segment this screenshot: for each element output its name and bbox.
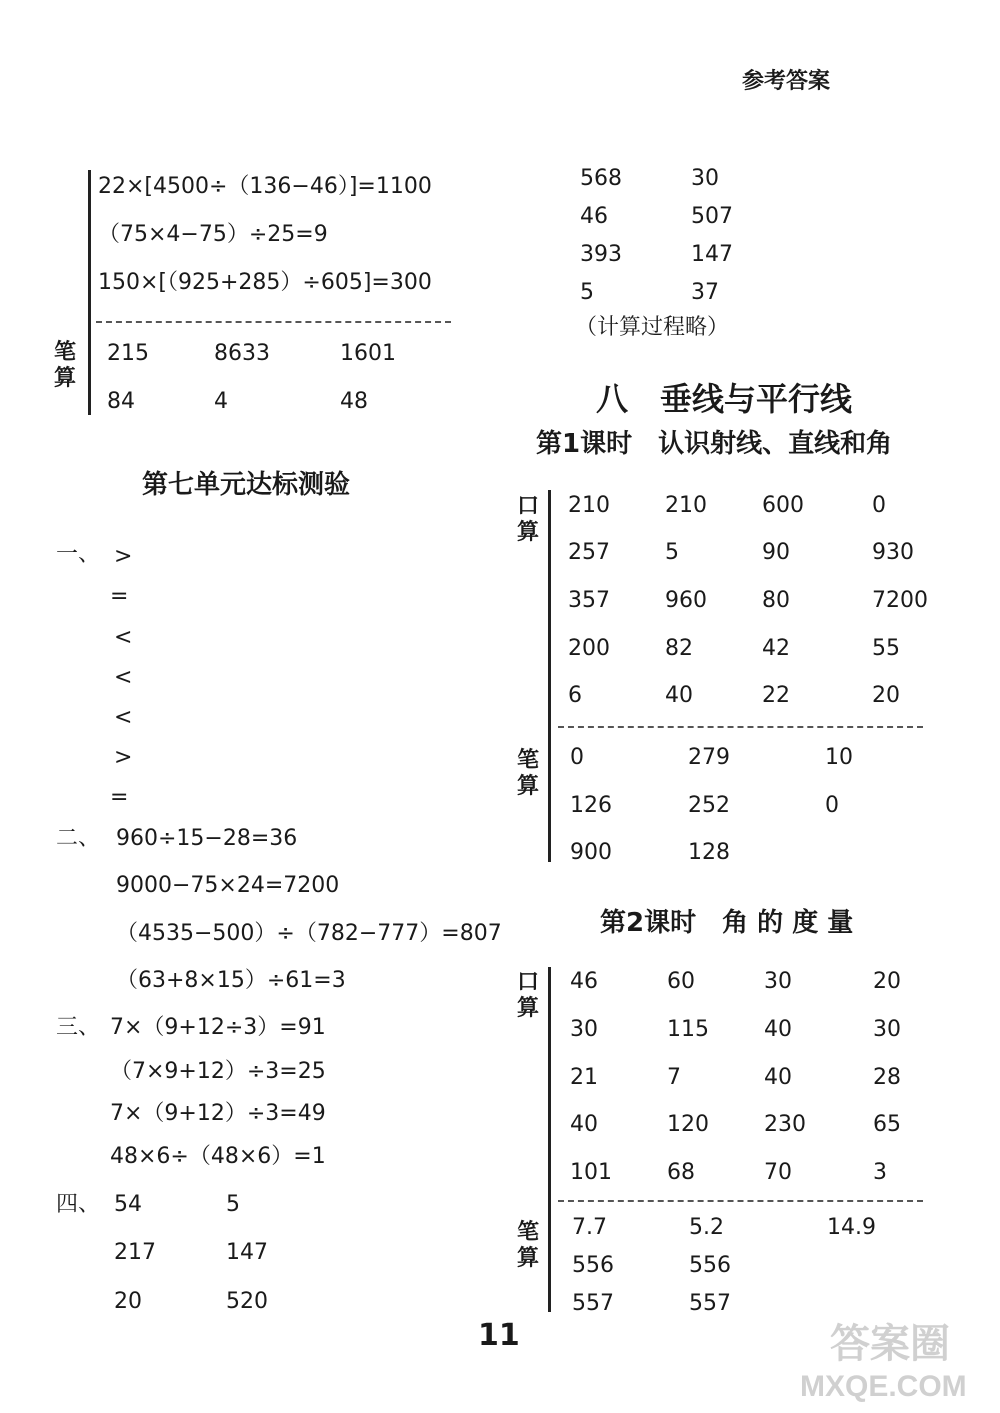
l1-kousuan-char-2: 算 — [516, 520, 539, 545]
top-right-cell: 5 — [580, 280, 594, 305]
l2-bisuan-label — [515, 1220, 541, 1272]
q2-item: 960÷15−28=36 — [116, 826, 298, 851]
calc-omitted-note: （计算过程略） — [575, 315, 730, 340]
q1-item: < — [114, 625, 133, 650]
q1-item: < — [114, 665, 133, 690]
top-right-cell: 393 — [580, 242, 622, 267]
l1-kousuan-cell: 210 — [568, 493, 610, 518]
l1-kousuan-cell: 80 — [762, 588, 790, 613]
q2-item: （4535−500）÷（782−777）=807 — [116, 921, 502, 946]
q3-marker: 三、 — [56, 1015, 101, 1040]
q4-cell: 217 — [114, 1240, 156, 1265]
l1-kousuan-cell: 0 — [872, 493, 886, 518]
l2-bisuan-cell: 556 — [689, 1253, 731, 1278]
l1-kousuan-cell: 5 — [665, 540, 679, 565]
l1-kousuan-cell: 22 — [762, 683, 790, 708]
l1-kousuan-cell: 600 — [762, 493, 804, 518]
left-divider — [96, 321, 451, 323]
left-bisuan-cell: 215 — [107, 341, 149, 366]
left-bisuan-cell: 1601 — [340, 341, 396, 366]
q1-item: = — [110, 785, 129, 810]
q3-item: （7×9+12）÷3=25 — [110, 1059, 326, 1084]
l2-kousuan-cell: 60 — [667, 969, 695, 994]
l2-kousuan-cell: 115 — [667, 1017, 709, 1042]
l1-kousuan-cell: 960 — [665, 588, 707, 613]
q4-cell: 520 — [226, 1289, 268, 1314]
l2-bisuan-cell: 557 — [572, 1291, 614, 1316]
top-right-cell: 37 — [691, 280, 719, 305]
l1-kousuan-cell: 6 — [568, 683, 582, 708]
calc-line-1: 22×[4500÷（136−46）]=1100 — [98, 174, 432, 199]
l2-kousuan-cell: 120 — [667, 1112, 709, 1137]
l2-kousuan-cell: 30 — [873, 1017, 901, 1042]
l1-kousuan-cell: 930 — [872, 540, 914, 565]
l2-kousuan-cell: 68 — [667, 1160, 695, 1185]
l1-bisuan-cell: 0 — [825, 793, 839, 818]
q1-item: < — [114, 705, 133, 730]
lesson2-bar — [548, 967, 551, 1312]
unit7-title: 第七单元达标测验 — [142, 470, 351, 500]
l2-kousuan-cell: 65 — [873, 1112, 901, 1137]
bisuan-label-char-1: 笔 — [53, 340, 76, 365]
left-bisuan-cell: 48 — [340, 389, 368, 414]
l1-bisuan-cell: 252 — [688, 793, 730, 818]
l1-bisuan-cell: 900 — [570, 840, 612, 865]
l1-bisuan-cell: 126 — [570, 793, 612, 818]
l2-bisuan-cell: 14.9 — [827, 1215, 876, 1240]
lesson1-title: 第1课时 认识射线、直线和角 — [536, 429, 893, 459]
l1-kousuan-cell: 40 — [665, 683, 693, 708]
l2-kousuan-cell: 20 — [873, 969, 901, 994]
l2-bisuan-char-2: 算 — [516, 1246, 539, 1271]
left-section-bar — [88, 170, 91, 415]
l2-kousuan-cell: 40 — [764, 1017, 792, 1042]
q4-cell: 54 — [114, 1192, 142, 1217]
l2-kousuan-cell: 30 — [570, 1017, 598, 1042]
l1-kousuan-cell: 42 — [762, 636, 790, 661]
l1-kousuan-cell: 210 — [665, 493, 707, 518]
l1-kousuan-char-1: 口 — [516, 494, 539, 519]
l2-kousuan-char-1: 口 — [516, 970, 539, 995]
page-number: 11 — [478, 1318, 520, 1353]
l1-bisuan-cell: 279 — [688, 745, 730, 770]
q2-item: 9000−75×24=7200 — [116, 873, 340, 898]
q2-marker: 二、 — [56, 826, 101, 851]
l1-kousuan-cell: 200 — [568, 636, 610, 661]
l1-kousuan-cell: 90 — [762, 540, 790, 565]
l2-bisuan-char-1: 笔 — [516, 1220, 539, 1245]
lesson1-divider — [558, 726, 923, 728]
l2-kousuan-cell: 30 — [764, 969, 792, 994]
l2-kousuan-cell: 28 — [873, 1065, 901, 1090]
top-right-cell: 507 — [691, 204, 733, 229]
watermark-logo: 答案圈 — [830, 1321, 950, 1367]
q3-item: 7×（9+12）÷3=49 — [110, 1101, 326, 1126]
q4-cell: 147 — [226, 1240, 268, 1265]
l1-kousuan-cell: 55 — [872, 636, 900, 661]
top-right-cell: 147 — [691, 242, 733, 267]
left-bisuan-cell: 8633 — [214, 341, 270, 366]
q3-item: 48×6÷（48×6）=1 — [110, 1144, 326, 1169]
l2-kousuan-cell: 230 — [764, 1112, 806, 1137]
l2-kousuan-char-2: 算 — [516, 996, 539, 1021]
l2-kousuan-cell: 70 — [764, 1160, 792, 1185]
l1-kousuan-cell: 257 — [568, 540, 610, 565]
lesson1-bar — [548, 490, 551, 862]
l1-bisuan-char-1: 笔 — [516, 748, 539, 773]
q4-cell: 20 — [114, 1289, 142, 1314]
calc-line-2: （75×4−75）÷25=9 — [98, 222, 328, 247]
l1-bisuan-cell: 0 — [570, 745, 584, 770]
top-right-cell: 30 — [691, 166, 719, 191]
l2-bisuan-cell: 556 — [572, 1253, 614, 1278]
l1-kousuan-cell: 82 — [665, 636, 693, 661]
top-right-cell: 568 — [580, 166, 622, 191]
lesson2-divider — [558, 1200, 923, 1202]
l2-bisuan-cell: 7.7 — [572, 1215, 607, 1240]
lesson2-title: 第2课时 角 的 度 量 — [600, 908, 854, 938]
q1-marker: 一、 — [56, 542, 101, 567]
left-bisuan-cell: 4 — [214, 389, 228, 414]
q2-item: （63+8×15）÷61=3 — [116, 968, 346, 993]
q4-cell: 5 — [226, 1192, 240, 1217]
l1-bisuan-label — [515, 748, 541, 800]
header-title: 参考答案 — [742, 69, 831, 94]
l2-kousuan-cell: 40 — [764, 1065, 792, 1090]
bisuan-label — [52, 340, 78, 392]
l2-kousuan-cell: 21 — [570, 1065, 598, 1090]
chapter-title: 八 垂线与平行线 — [596, 380, 853, 418]
l2-kousuan-cell: 46 — [570, 969, 598, 994]
l1-bisuan-char-2: 算 — [516, 774, 539, 799]
q1-item: > — [114, 745, 133, 770]
q1-item: = — [110, 584, 129, 609]
top-right-cell: 46 — [580, 204, 608, 229]
l2-bisuan-cell: 5.2 — [689, 1215, 724, 1240]
q4-marker: 四、 — [56, 1192, 101, 1217]
l2-kousuan-label — [515, 970, 541, 1022]
calc-line-3: 150×[（925+285）÷605]=300 — [98, 270, 432, 295]
l1-bisuan-cell: 128 — [688, 840, 730, 865]
l2-bisuan-cell: 557 — [689, 1291, 731, 1316]
l1-kousuan-label — [515, 494, 541, 546]
l2-kousuan-cell: 101 — [570, 1160, 612, 1185]
l1-kousuan-cell: 7200 — [872, 588, 928, 613]
l2-kousuan-cell: 7 — [667, 1065, 681, 1090]
q3-item: 7×（9+12÷3）=91 — [110, 1015, 326, 1040]
l1-kousuan-cell: 20 — [872, 683, 900, 708]
l2-kousuan-cell: 40 — [570, 1112, 598, 1137]
l1-bisuan-cell: 10 — [825, 745, 853, 770]
q1-item: > — [114, 544, 133, 569]
l1-kousuan-cell: 357 — [568, 588, 610, 613]
l2-kousuan-cell: 3 — [873, 1160, 887, 1185]
left-bisuan-cell: 84 — [107, 389, 135, 414]
watermark-url: MXQE.COM — [800, 1370, 967, 1403]
bisuan-label-char-2: 算 — [53, 366, 76, 391]
